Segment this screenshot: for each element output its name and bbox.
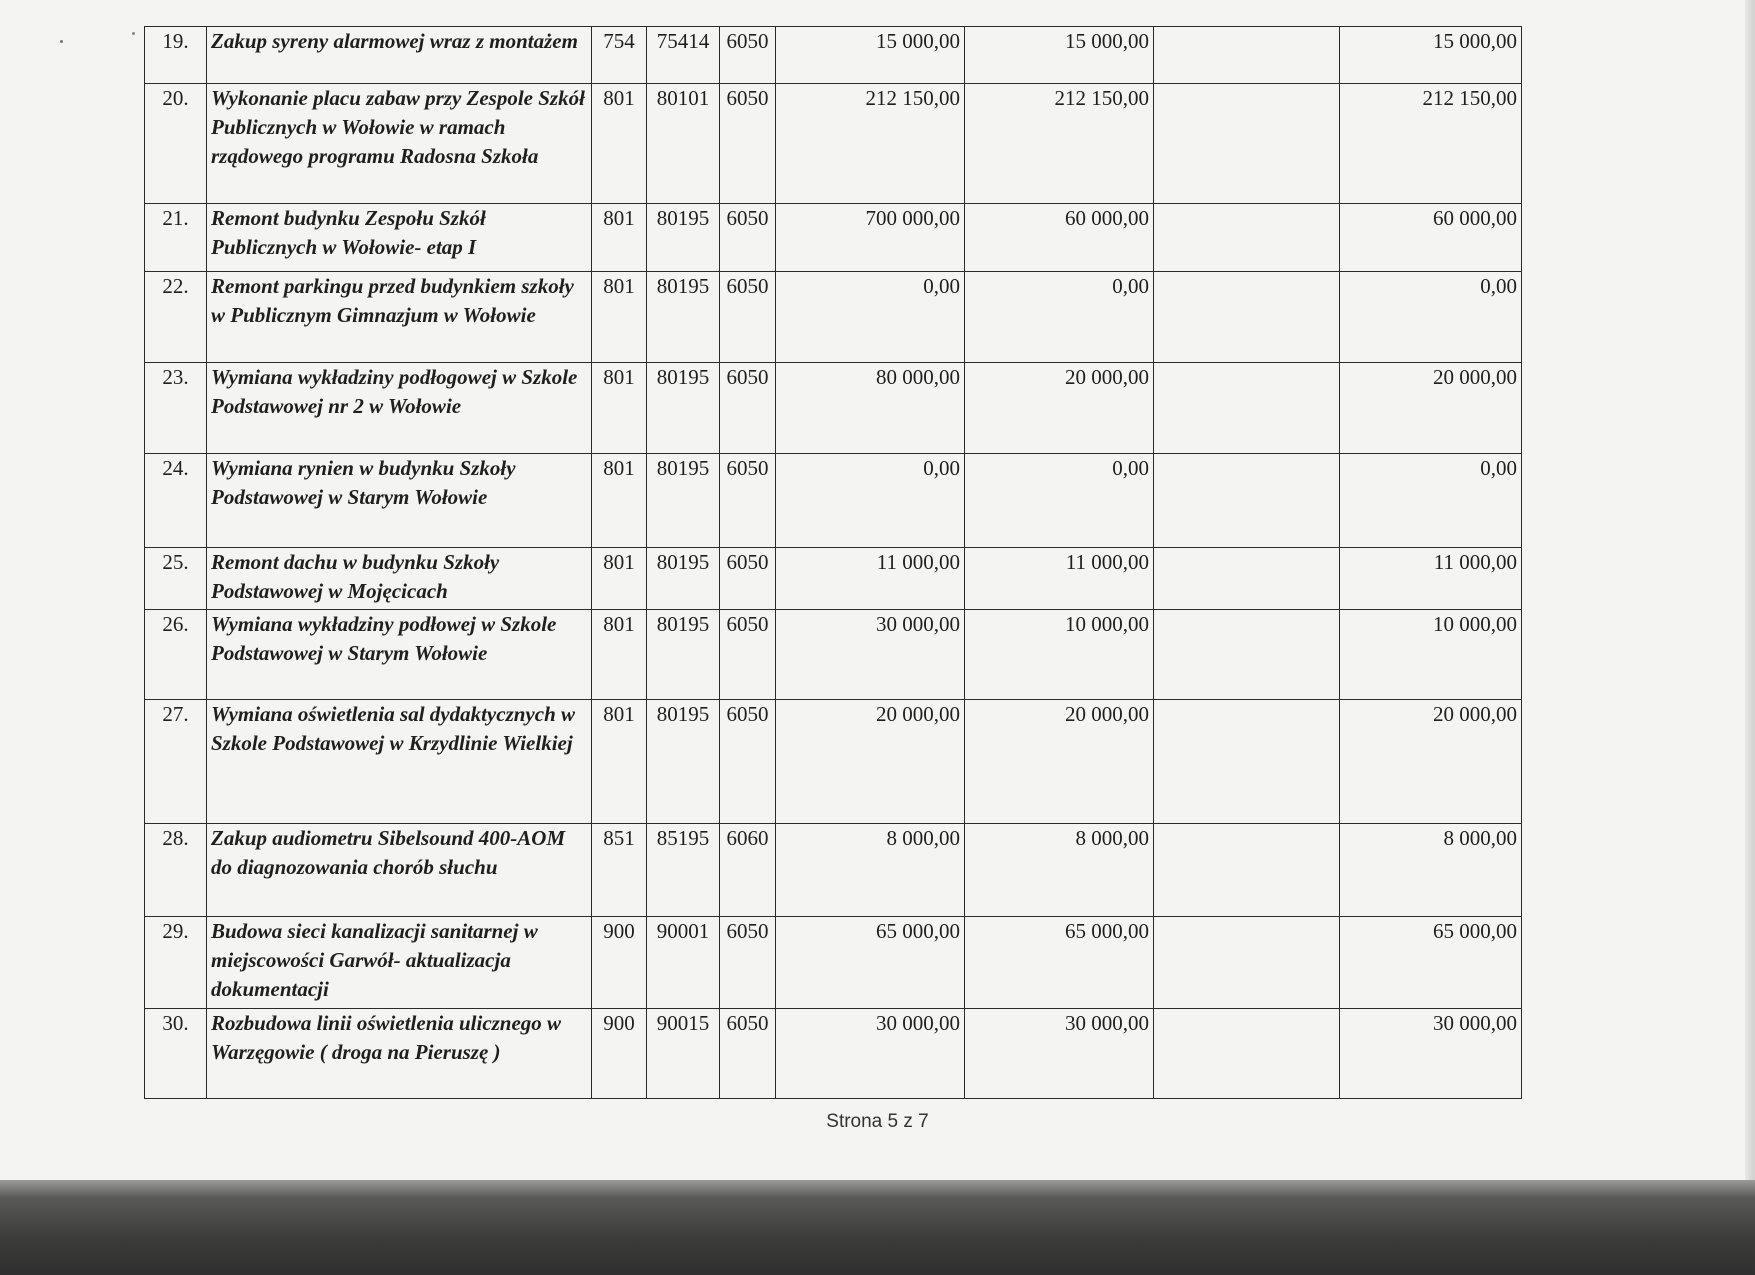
total-cost: 0,00 <box>776 454 965 548</box>
total-cost: 0,00 <box>776 272 965 363</box>
other-source <box>1154 272 1340 363</box>
own-funds: 10 000,00 <box>1340 610 1522 700</box>
own-funds: 20 000,00 <box>1340 700 1522 824</box>
other-source <box>1154 1009 1340 1099</box>
rozdzial-code: 90001 <box>647 917 720 1009</box>
rozdzial-code: 80101 <box>647 84 720 204</box>
own-funds: 11 000,00 <box>1340 548 1522 610</box>
scan-edge <box>1745 0 1755 1180</box>
scan-border <box>0 1180 1755 1275</box>
planned-expenditure: 8 000,00 <box>965 824 1154 917</box>
other-source <box>1154 700 1340 824</box>
dzial-code: 801 <box>592 272 647 363</box>
row-number: 19. <box>145 27 207 84</box>
row-number: 23. <box>145 363 207 454</box>
planned-expenditure: 20 000,00 <box>965 363 1154 454</box>
own-funds: 15 000,00 <box>1340 27 1522 84</box>
other-source <box>1154 454 1340 548</box>
paragraf-code: 6050 <box>720 610 776 700</box>
paragraf-code: 6050 <box>720 204 776 272</box>
table-row <box>145 204 1522 272</box>
paragraf-code: 6060 <box>720 824 776 917</box>
task-name: Budowa sieci kanalizacji sanitarnej w miejscowości Garwół- aktualizacja dokumentacji <box>207 917 592 1009</box>
other-source <box>1154 363 1340 454</box>
rozdzial-code: 85195 <box>647 824 720 917</box>
rozdzial-code: 80195 <box>647 610 720 700</box>
task-name: Remont budynku Zespołu Szkół Publicznych w Wołowie- etap I <box>207 204 592 272</box>
planned-expenditure: 0,00 <box>965 272 1154 363</box>
total-cost: 15 000,00 <box>776 27 965 84</box>
dzial-code: 801 <box>592 700 647 824</box>
own-funds: 20 000,00 <box>1340 363 1522 454</box>
total-cost: 212 150,00 <box>776 84 965 204</box>
total-cost: 700 000,00 <box>776 204 965 272</box>
dzial-code: 801 <box>592 363 647 454</box>
dzial-code: 801 <box>592 84 647 204</box>
total-cost: 30 000,00 <box>776 610 965 700</box>
paragraf-code: 6050 <box>720 363 776 454</box>
rozdzial-code: 80195 <box>647 454 720 548</box>
total-cost: 65 000,00 <box>776 917 965 1009</box>
dzial-code: 801 <box>592 204 647 272</box>
table-row <box>145 272 1522 363</box>
scan-speck <box>60 40 63 43</box>
dzial-code: 900 <box>592 917 647 1009</box>
dzial-code: 754 <box>592 27 647 84</box>
table-row <box>145 363 1522 454</box>
other-source <box>1154 204 1340 272</box>
row-number: 22. <box>145 272 207 363</box>
other-source <box>1154 84 1340 204</box>
investment-table <box>144 26 1522 1099</box>
table-row <box>145 610 1522 700</box>
table-row <box>145 1009 1522 1099</box>
paragraf-code: 6050 <box>720 454 776 548</box>
task-name: Wykonanie placu zabaw przy Zespole Szkół Publicznych w Wołowie w ramach rządowego programu Radosna Szkoła <box>207 84 592 204</box>
table-row <box>145 84 1522 204</box>
task-name: Zakup audiometru Sibelsound 400-AOM do diagnozowania chorób słuchu <box>207 824 592 917</box>
scan-speck <box>132 32 135 35</box>
other-source <box>1154 548 1340 610</box>
rozdzial-code: 80195 <box>647 204 720 272</box>
own-funds: 0,00 <box>1340 272 1522 363</box>
total-cost: 80 000,00 <box>776 363 965 454</box>
page-number: Strona 5 z 7 <box>826 1111 929 1132</box>
task-name: Wymiana oświetlenia sal dydaktycznych w Szkole Podstawowej w Krzydlinie Wielkiej <box>207 700 592 824</box>
row-number: 29. <box>145 917 207 1009</box>
row-number: 30. <box>145 1009 207 1099</box>
table-row <box>145 824 1522 917</box>
paragraf-code: 6050 <box>720 548 776 610</box>
paragraf-code: 6050 <box>720 84 776 204</box>
row-number: 26. <box>145 610 207 700</box>
total-cost: 11 000,00 <box>776 548 965 610</box>
rozdzial-code: 90015 <box>647 1009 720 1099</box>
planned-expenditure: 15 000,00 <box>965 27 1154 84</box>
other-source <box>1154 610 1340 700</box>
own-funds: 60 000,00 <box>1340 204 1522 272</box>
planned-expenditure: 60 000,00 <box>965 204 1154 272</box>
task-name: Remont parkingu przed budynkiem szkoły w Publicznym Gimnazjum w Wołowie <box>207 272 592 363</box>
task-name: Zakup syreny alarmowej wraz z montażem <box>207 27 592 84</box>
task-name: Wymiana rynien w budynku Szkoły Podstawowej w Starym Wołowie <box>207 454 592 548</box>
row-number: 28. <box>145 824 207 917</box>
table-row <box>145 917 1522 1009</box>
planned-expenditure: 20 000,00 <box>965 700 1154 824</box>
row-number: 27. <box>145 700 207 824</box>
row-number: 20. <box>145 84 207 204</box>
rozdzial-code: 80195 <box>647 272 720 363</box>
rozdzial-code: 80195 <box>647 548 720 610</box>
other-source <box>1154 27 1340 84</box>
paragraf-code: 6050 <box>720 700 776 824</box>
total-cost: 20 000,00 <box>776 700 965 824</box>
own-funds: 8 000,00 <box>1340 824 1522 917</box>
task-name: Rozbudowa linii oświetlenia ulicznego w Warzęgowie ( droga na Pieruszę ) <box>207 1009 592 1099</box>
paragraf-code: 6050 <box>720 27 776 84</box>
table-row <box>145 700 1522 824</box>
other-source <box>1154 917 1340 1009</box>
own-funds: 65 000,00 <box>1340 917 1522 1009</box>
task-name: Remont dachu w budynku Szkoły Podstawowej w Mojęcicach <box>207 548 592 610</box>
rozdzial-code: 80195 <box>647 363 720 454</box>
total-cost: 30 000,00 <box>776 1009 965 1099</box>
planned-expenditure: 30 000,00 <box>965 1009 1154 1099</box>
dzial-code: 801 <box>592 548 647 610</box>
paragraf-code: 6050 <box>720 1009 776 1099</box>
dzial-code: 851 <box>592 824 647 917</box>
paragraf-code: 6050 <box>720 272 776 363</box>
other-source <box>1154 824 1340 917</box>
table-row <box>145 548 1522 610</box>
table-row <box>145 27 1522 84</box>
row-number: 21. <box>145 204 207 272</box>
total-cost: 8 000,00 <box>776 824 965 917</box>
dzial-code: 801 <box>592 610 647 700</box>
own-funds: 30 000,00 <box>1340 1009 1522 1099</box>
planned-expenditure: 212 150,00 <box>965 84 1154 204</box>
task-name: Wymiana wykładziny podłogowej w Szkole Podstawowej nr 2 w Wołowie <box>207 363 592 454</box>
planned-expenditure: 11 000,00 <box>965 548 1154 610</box>
rozdzial-code: 75414 <box>647 27 720 84</box>
row-number: 25. <box>145 548 207 610</box>
rozdzial-code: 80195 <box>647 700 720 824</box>
task-name: Wymiana wykładziny podłowej w Szkole Podstawowej w Starym Wołowie <box>207 610 592 700</box>
dzial-code: 801 <box>592 454 647 548</box>
planned-expenditure: 65 000,00 <box>965 917 1154 1009</box>
paragraf-code: 6050 <box>720 917 776 1009</box>
dzial-code: 900 <box>592 1009 647 1099</box>
table-row <box>145 454 1522 548</box>
own-funds: 0,00 <box>1340 454 1522 548</box>
own-funds: 212 150,00 <box>1340 84 1522 204</box>
row-number: 24. <box>145 454 207 548</box>
planned-expenditure: 0,00 <box>965 454 1154 548</box>
planned-expenditure: 10 000,00 <box>965 610 1154 700</box>
